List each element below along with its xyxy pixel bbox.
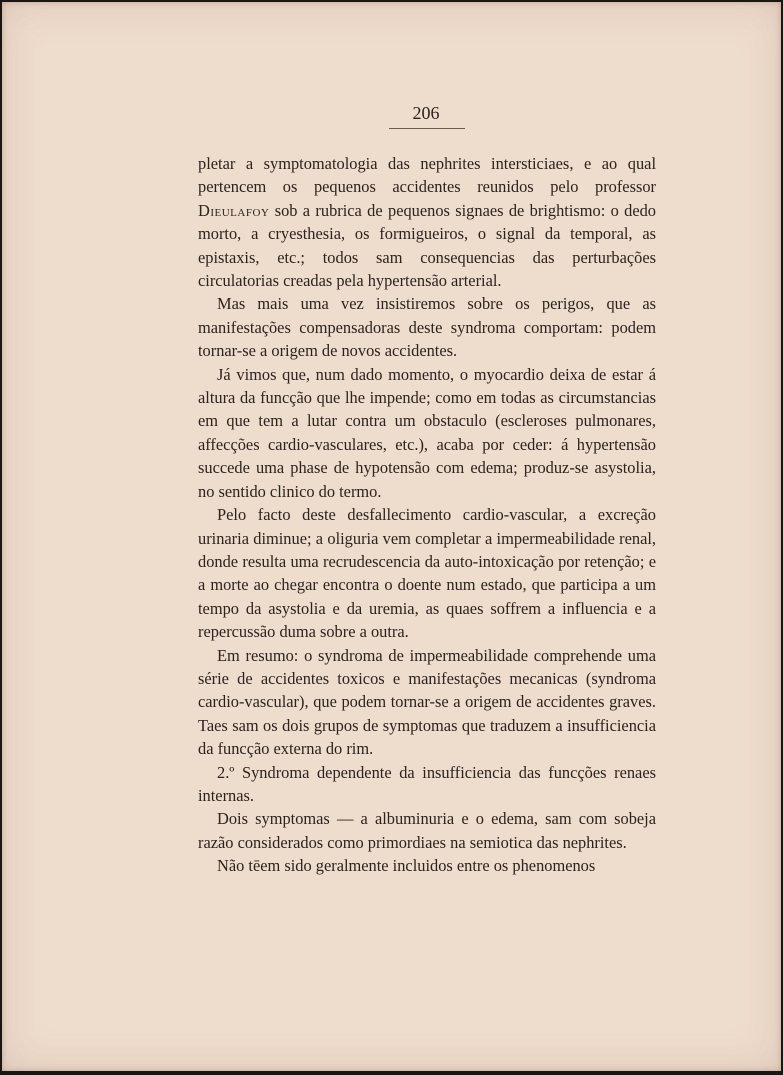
author-name: Dieulafoy: [198, 200, 270, 220]
paragraph-6: 2.º Syndroma dependente da insufficiencia das funcções renaes internas.: [198, 762, 656, 805]
book-page: [2, 2, 781, 1071]
paragraph-3: Já vimos que, num dado momento, o myocardio deixa de estar á altura da funcção que lhe impende; como em todas as circumstancias em que tem a lutar contra um obstaculo (escleroses pulmonares, affecções cardio-vasculares, etc.), acaba por ceder: á hypertensão succede uma phase de hypotensão com edema; produz-se asystolia, no sentido clinico do termo.: [198, 364, 656, 501]
paragraph-1-after: sob a rubrica de pequenos signaes de brightismo: o dedo morto, a cryesthesia, os formigueiros, o signal da temporal, as epistaxis, etc.; todos sam consequencias das perturbações circulatorias creadas pela hypertensão arterial.: [198, 200, 656, 291]
paragraph-4: Pelo facto deste desfallecimento cardio-vascular, a excreção urinaria diminue; a oliguria vem completar a impermeabilidade renal, donde resulta uma recrudescencia da auto-intoxicação por retenção; e a morte ao chegar encontra o doente num estado, que participa a um tempo da asystolia e da uremia, as quaes soffrem a influencia e a repercussão duma sobre a outra.: [198, 505, 656, 642]
paragraph-2: Mas mais uma vez insistiremos sobre os perigos, que as manifestações compensadoras deste syndroma comportam: podem tornar-se a origem de novos accidentes.: [198, 294, 656, 361]
paragraph-7: Dois symptomas — a albuminuria e o edema, sam com sobeja razão considerados como primordiaes na semiotica das nephrites.: [198, 809, 656, 852]
paragraph-1: [198, 152, 656, 292]
body-text: [198, 152, 656, 878]
paragraph-1-before: pletar a symptomatologia das nephrites intersticiaes, e ao qual pertencem os pequenos accidentes reunidos pelo professor: [198, 154, 656, 197]
page-number-rule: [389, 128, 465, 129]
page-number: 206: [412, 103, 440, 123]
paragraph-8: Não tēem sido geralmente incluidos entre os phenomenos: [217, 856, 596, 876]
paragraph-5: Em resumo: o syndroma de impermeabilidade comprehende uma série de accidentes toxicos e manifestações mecanicas (syndroma cardio-vascular), que podem tornar-se a origem de accidentes graves. Taes sam os dois grupos de symptomas que traduzem a insufficiencia da funcção externa do rim.: [198, 645, 656, 759]
